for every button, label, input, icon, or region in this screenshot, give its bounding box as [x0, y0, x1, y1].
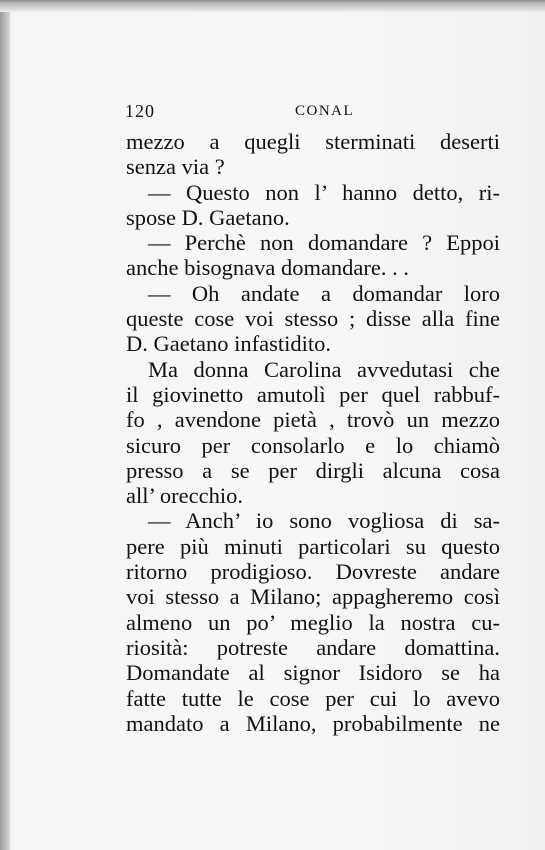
page-header: [125, 101, 500, 125]
text-line: il giovinetto amutolì per quel rabbuf-: [126, 381, 500, 407]
body-text: [126, 129, 500, 736]
text-line: anche bisognava domandare. . .: [126, 255, 410, 281]
text-line: Domandate al signor Isidoro se ha: [126, 660, 500, 686]
text-line: voi stesso a Milano; appagheremo così: [126, 584, 500, 610]
text-line: fo , avendone pietà , trovò un mezzo: [126, 407, 500, 433]
page-number: 120: [125, 101, 155, 121]
text-line: — Oh andate a domandar loro: [148, 280, 500, 306]
running-head: CONAL: [295, 103, 355, 119]
text-line: ritorno prodigioso. Dovreste andare: [126, 559, 500, 585]
text-line: senza via ?: [126, 154, 225, 180]
text-line: Ma donna Carolina avvedutasi che: [148, 356, 500, 382]
text-line: — Questo non l’ hanno detto, ri-: [148, 179, 500, 205]
page-left-edge: [0, 0, 10, 850]
text-line: presso a se per dirgli alcuna cosa: [126, 457, 500, 483]
text-line: queste cose voi stesso ; disse alla fine: [126, 306, 500, 332]
text-line: mandato a Milano, probabilmente ne: [126, 710, 500, 736]
text-line: D. Gaetano infastidito.: [126, 331, 331, 357]
text-line: all’ orecchio.: [126, 483, 244, 509]
text-line: mezzo a quegli sterminati deserti: [126, 129, 500, 154]
text-line: riosità: potreste andare domattina.: [126, 634, 500, 660]
text-line: pere più minuti particolari su questo: [126, 533, 500, 559]
text-line: — Anch’ io sono vogliosa di sa-: [148, 508, 500, 534]
text-line: spose D. Gaetano.: [126, 204, 290, 230]
text-line: — Perchè non domandare ? Eppoi: [148, 230, 500, 256]
text-line: almeno un po’ meglio la nostra cu-: [126, 609, 500, 635]
text-line: sicuro per consolarlo e lo chiamò: [126, 432, 500, 458]
page-top-edge: [0, 0, 545, 12]
text-line: fatte tutte le cose per cui lo avevo: [126, 685, 500, 711]
